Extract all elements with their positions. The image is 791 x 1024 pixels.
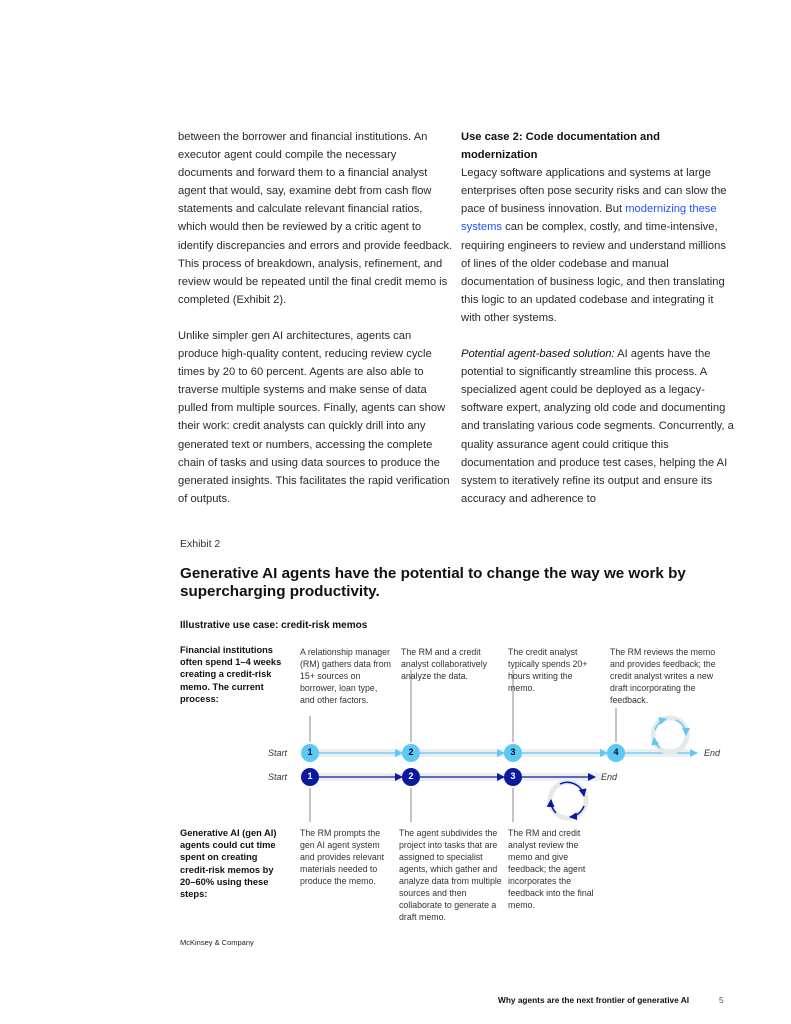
exhibit-title: Generative AI agents have the potential to change the way we work by supercharging productivity.: [180, 565, 686, 600]
exhibit-subtitle: Illustrative use case: credit-risk memos: [180, 620, 368, 631]
text: can be complex, costly, and time-intensive, requiring engineers to review and understand millions of lines of the older codebase and manual documentation of business logic, and then translating this logic to an updated codebase and integrating it with other systems.: [461, 221, 726, 324]
current-step-3-number: 3: [510, 747, 516, 757]
gen-ai-process-track: [310, 773, 602, 818]
current-process-track: [310, 718, 697, 757]
section-subheading: Use case 2: Code documentation and modernization: [461, 131, 660, 162]
current-step-2-note: The RM and a credit analyst collaboratively analyze the data.: [401, 647, 488, 681]
gen-ai-step-1-note: The RM prompts the gen AI agent system and provides relevant materials needed to produce the memo.: [300, 828, 385, 886]
page-number: 5: [719, 995, 724, 1005]
current-step-4-number: 4: [613, 747, 619, 757]
source-credit: McKinsey & Company: [180, 938, 254, 947]
paragraph: Unlike simpler gen AI architectures, agents can produce high-quality content, reducing review cycle times by 20 to 60 percent. Agents are also able to traverse multiple systems and make sense of data pulled from multiple sources. Finally, agents can show their work: credit analysts can quickly drill into any generated text or numbers, accessing the complete chain of tasks and using data sources to produce the generated insights. This facilitates the rapid verification of outputs.: [178, 329, 450, 505]
current-end-label: End: [704, 748, 721, 758]
current-step-2-number: 2: [408, 747, 414, 757]
exhibit-label: Exhibit 2: [180, 538, 221, 550]
text: Legacy software applications and systems at large enterprises often pose security risks and can slow the pace of business innovation. But: [461, 167, 727, 216]
current-step-1-note: A relationship manager (RM) gathers data from 15+ sources on borrower, loan type, and other factors.: [300, 647, 391, 705]
gen-ai-step-2-number: 2: [408, 771, 414, 781]
current-start-label: Start: [268, 748, 288, 758]
gen-ai-process-label: Generative AI (gen AI) agents could cut time spent on creating credit-risk memos by 20–60% using these steps:: [180, 828, 277, 900]
step-connectors-bottom: [310, 788, 513, 822]
gen-ai-end-label: End: [601, 772, 618, 782]
paragraph: between the borrower and financial institutions. An executor agent could compile the necessary documents and forward them to a financial analyst agent that would, say, examine debt from cash flow statements and calculate relevant financial ratios, which would then be reviewed by a critic agent to identify discrepancies and errors and provide feedback. This process of breakdown, analysis, refinement, and review would be repeated until the final credit memo is completed (Exhibit 2).: [178, 131, 453, 306]
gen-ai-step-3-number: 3: [510, 771, 516, 781]
running-footer-title: Why agents are the next frontier of generative AI: [498, 995, 690, 1005]
paragraph-lead: Potential agent-based solution:: [461, 348, 615, 361]
current-step-1-number: 1: [307, 747, 313, 757]
modernizing-systems-link[interactable]: modernizing these systems: [461, 203, 717, 234]
current-step-4-note: The RM reviews the memo and provides feedback; the credit analyst writes a new draft incorporating the feedback.: [610, 647, 716, 705]
text: AI agents have the potential to significantly streamline this process. A specialized agent could be deployed as a legacy-software expert, analyzing old code and documenting and translating various code segments. Concurrently, a quality assurance agent could critique this documentation and produce test cases, helping the AI system to iteratively refine its output and ensure its accuracy and adherence to: [461, 348, 734, 505]
gen-ai-start-label: Start: [268, 772, 288, 782]
gen-ai-step-1-number: 1: [307, 771, 313, 781]
current-process-label: Financial institutions often spend 1–4 weeks creating a credit-risk memo. The current process:: [180, 645, 282, 704]
current-step-3-note: The credit analyst typically spends 20+ hours writing the memo.: [508, 647, 588, 693]
gen-ai-step-2-note: The agent subdivides the project into tasks that are assigned to specialist agents, which gather and analyze data from multiple sources and then collaborate to generate a draft memo.: [399, 828, 502, 922]
gen-ai-step-3-note: The RM and credit analyst review the memo and give feedback; the agent incorporates the feedback into the final memo.: [508, 828, 594, 910]
